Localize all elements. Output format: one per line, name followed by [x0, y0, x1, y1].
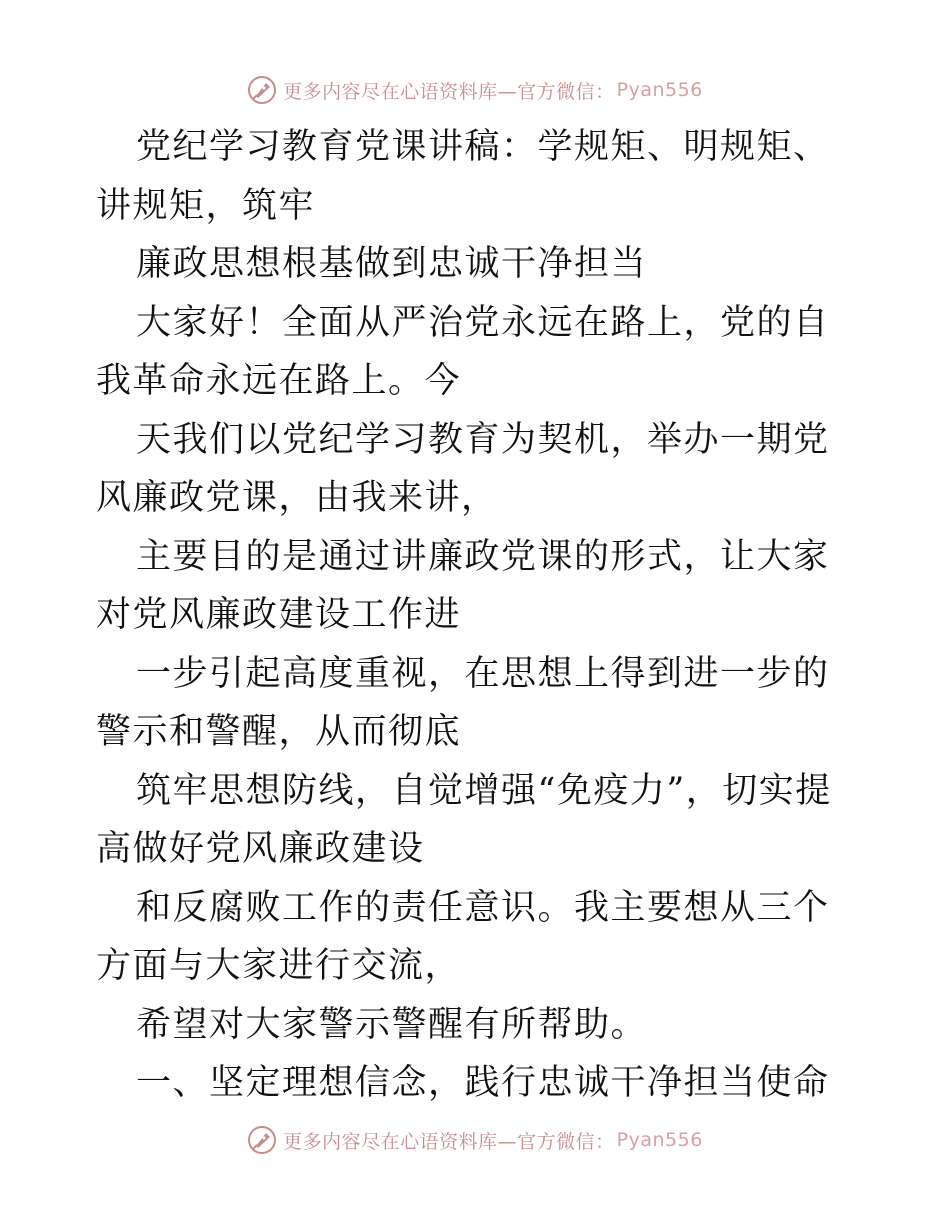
footer-watermark	[0, 1120, 950, 1160]
paragraph-intro-4: 筑牢思想防线，自觉增强“免疫力”，切实提高做好党风廉政建设	[96, 770, 832, 869]
paragraph-greeting: 大家好！全面从严治党永远在路上，党的自我革命永远在路上。今	[96, 302, 830, 401]
watermark-wechat-id: Pyan556	[616, 1129, 703, 1151]
pen-nib-logo-icon	[247, 1125, 277, 1155]
header-watermark	[0, 70, 950, 110]
section-heading-1: 一、坚定理想信念，践行忠诚干净担当使命	[136, 1063, 830, 1103]
paragraph-intro-2: 主要目的是通过讲廉政党课的形式，让大家对党风廉政建设工作进	[96, 536, 830, 635]
watermark-text: 更多内容尽在心语资料库—官方微信：	[283, 80, 615, 103]
paragraph-title-line-2: 廉政思想根基做到忠诚干净担当	[136, 244, 648, 284]
pen-nib-logo-icon	[247, 75, 277, 105]
paragraph-intro-1: 天我们以党纪学习教育为契机，举办一期党风廉政党课，由我来讲，	[96, 419, 830, 518]
paragraph-intro-6: 希望对大家警示警醒有所帮助。	[136, 1004, 648, 1045]
paragraph-intro-5: 和反腐败工作的责任意识。我主要想从三个方面与大家进行交流，	[96, 887, 830, 986]
watermark-text: 更多内容尽在心语资料库—官方微信：	[283, 1130, 615, 1153]
paragraph-intro-3: 一步引起高度重视，在思想上得到进一步的警示和警醒，从而彻底	[96, 653, 830, 752]
watermark-wechat-id: Pyan556	[616, 79, 703, 101]
document-body	[96, 118, 856, 1113]
paragraph-title-line-1: 党纪学习教育党课讲稿：学规矩、明规矩、讲规矩，筑牢	[96, 127, 830, 226]
